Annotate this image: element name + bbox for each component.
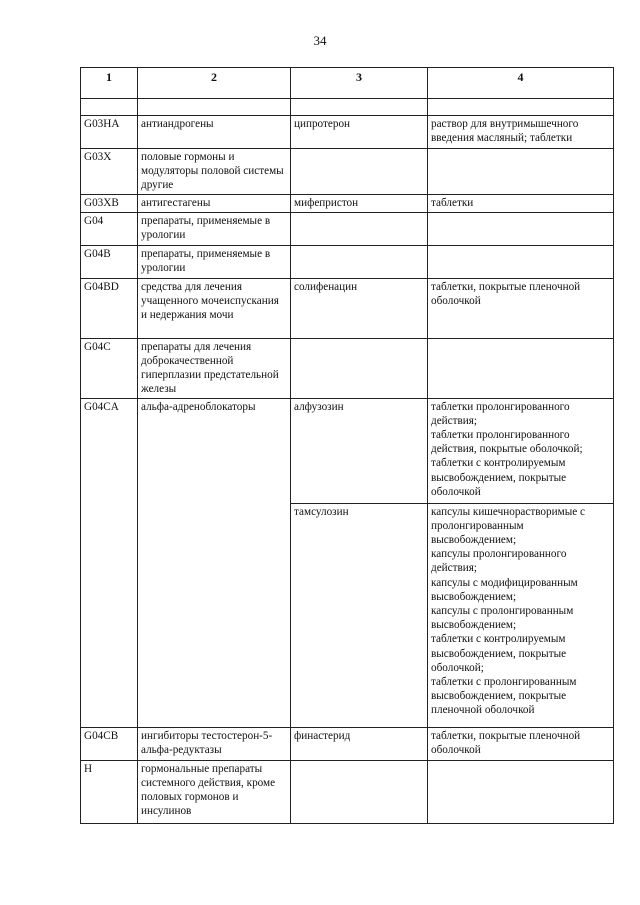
atc-code: G04CA	[81, 398, 138, 727]
table-row	[81, 727, 614, 760]
atc-code: G03XB	[81, 194, 138, 212]
dosage-form: таблетки с пролонгированным высвобождением, покрытые пленочной оболочкой	[431, 676, 577, 717]
atc-code: G04	[81, 212, 138, 245]
inn-name	[291, 338, 428, 398]
dosage-form: капсулы с пролонгированным высвобождением;	[431, 605, 574, 632]
inn-name: тамсулозин	[291, 503, 428, 727]
inn-name	[291, 149, 428, 195]
atc-code: G04BD	[81, 278, 138, 338]
inn-name	[291, 760, 428, 823]
table-row	[81, 194, 614, 212]
table-header-row	[81, 68, 614, 99]
spacer-row	[81, 99, 614, 116]
table-row	[81, 116, 614, 149]
table-row	[81, 245, 614, 278]
group-name: альфа-адреноблокаторы	[138, 398, 291, 727]
group-name: препараты, применяемые в урологии	[138, 212, 291, 245]
inn-name: солифенацин	[291, 278, 428, 338]
inn-name	[291, 212, 428, 245]
inn-name: ципротерон	[291, 116, 428, 149]
atc-code: G04CB	[81, 727, 138, 760]
atc-code: H	[81, 760, 138, 823]
inn-name	[291, 245, 428, 278]
group-name: антигестагены	[138, 194, 291, 212]
table-row	[81, 760, 614, 823]
group-name: гормональные препараты системного действия, кроме половых гормонов и инсулинов	[138, 760, 291, 823]
dosage-form	[428, 760, 614, 823]
atc-code: G04C	[81, 338, 138, 398]
group-name: половые гормоны и модуляторы половой системы другие	[138, 149, 291, 195]
dosage-form: раствор для внутримышечного введения масляный; таблетки	[428, 116, 614, 149]
dosage-form	[428, 245, 614, 278]
atc-code: G03X	[81, 149, 138, 195]
table-row	[81, 338, 614, 398]
group-name: ингибиторы тестостерон-5-альфа-редуктазы	[138, 727, 291, 760]
atc-code: G03HA	[81, 116, 138, 149]
column-header: 2	[138, 68, 291, 99]
dosage-form: таблетки, покрытые пленочной оболочкой	[428, 727, 614, 760]
dosage-form: капсулы с модифицированным высвобождением;	[431, 576, 578, 603]
group-name: препараты для лечения доброкачественной гиперплазии предстательной железы	[138, 338, 291, 398]
table-row	[81, 149, 614, 195]
page-number: 34	[313, 33, 327, 48]
group-name: средства для лечения учащенного мочеиспускания и недержания мочи	[138, 278, 291, 338]
inn-name: финастерид	[291, 727, 428, 760]
atc-code: G04B	[81, 245, 138, 278]
dosage-form	[428, 338, 614, 398]
dosage-form: таблетки	[428, 194, 614, 212]
column-header: 4	[428, 68, 614, 99]
dosage-form-list	[428, 503, 614, 727]
dosage-form: таблетки, покрытые пленочной оболочкой	[428, 278, 614, 338]
inn-name: алфузозин	[291, 398, 428, 503]
dosage-form: таблетки с контролируемым высвобождением, покрытые оболочкой	[431, 457, 567, 498]
drug-table	[80, 67, 614, 824]
dosage-form	[428, 212, 614, 245]
column-header: 3	[291, 68, 428, 99]
dosage-form: таблетки пролонгированного действия, покрытые оболочкой;	[431, 429, 583, 456]
group-name: препараты, применяемые в урологии	[138, 245, 291, 278]
dosage-form-list	[428, 398, 614, 503]
dosage-form	[428, 149, 614, 195]
table-row	[81, 398, 614, 503]
column-header: 1	[81, 68, 138, 99]
dosage-form: таблетки пролонгированного действия;	[431, 400, 570, 427]
table-row	[81, 212, 614, 245]
dosage-form: капсулы пролонгированного действия;	[431, 548, 567, 575]
dosage-form: таблетки с контролируемым высвобождением, покрытые оболочкой;	[431, 633, 567, 674]
inn-name: мифепристон	[291, 194, 428, 212]
table-row	[81, 278, 614, 338]
dosage-form: капсулы кишечнорастворимые с пролонгированным высвобождением;	[431, 505, 585, 547]
group-name: антиандрогены	[138, 116, 291, 149]
